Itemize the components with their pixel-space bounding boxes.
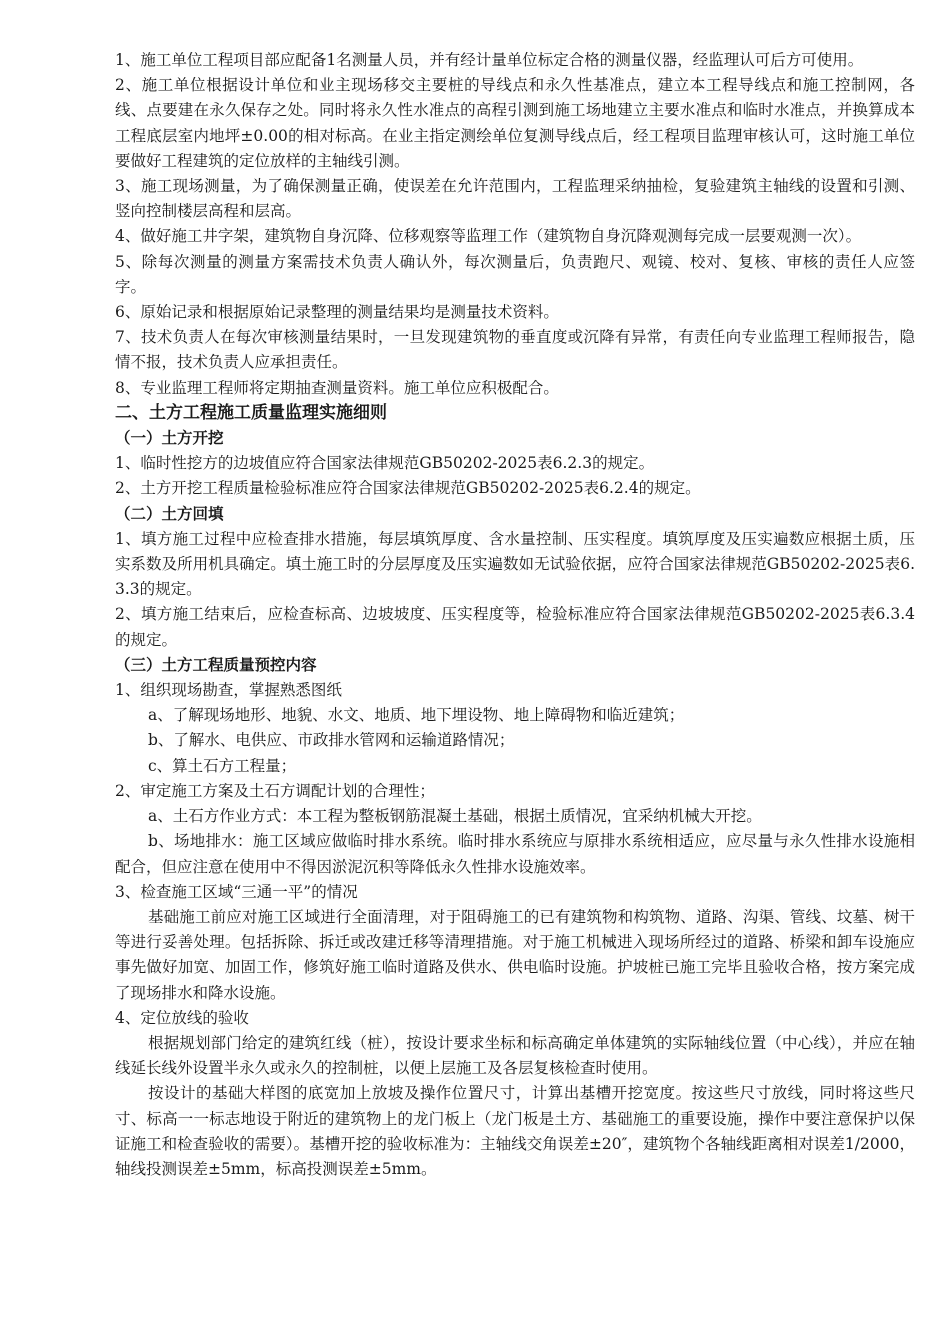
- list-item: 3、施工现场测量，为了确保测量正确，使误差在允许范围内，工程监理采纳抽检，复验建筑主轴线的设置和引测、竖向控制楼层高程和层高。: [115, 177, 915, 221]
- document-page: [115, 48, 915, 1182]
- list-item: 2、填方施工结束后，应检查标高、边坡坡度、压实程度等，检验标准应符合国家法律规范GB50202-2025表6.3.4的规定。: [115, 605, 915, 649]
- sub-list-item: b、了解水、电供应、市政排水管网和运输道路情况；: [148, 731, 515, 750]
- list-item: 2、土方开挖工程质量检验标准应符合国家法律规范GB50202-2025表6.2.4的规定。: [115, 479, 701, 498]
- subsection-heading-excavation: （一）土方开挖: [115, 429, 224, 448]
- subsection-heading-quality-precontrol: （三）土方工程质量预控内容: [115, 655, 317, 674]
- list-item: 1、施工单位工程项目部应配备1名测量人员，并有经计量单位标定合格的测量仪器，经监理认可后方可使用。: [115, 51, 864, 69]
- sub-list-item: a、了解现场地形、地貌、水文、地质、地下埋设物、地上障碍物和临近建筑；: [148, 706, 685, 725]
- list-item: 5、除每次测量的测量方案需技术负责人确认外，每次测量后，负责跑尺、观镜、校对、复核、审核的责任人应签字。: [115, 252, 915, 296]
- list-item: 8、专业监理工程师将定期抽查测量资料。施工单位应积极配合。: [115, 378, 559, 397]
- section-heading: 二、土方工程施工质量监理实施细则: [115, 402, 387, 423]
- list-item: 4、做好施工井字架，建筑物自身沉降、位移观察等监理工作（建筑物自身沉降观测每完成一层要观测一次）。: [115, 227, 862, 246]
- body-paragraph: 基础施工前应对施工区域进行全面清理，对于阻碍施工的已有建筑物和构筑物、道路、沟渠、管线、坟墓、树干等进行妥善处理。包括拆除、拆迁或改建迁移等清理措施。对于施工机械进入现场所经过的道路、桥梁和卸车设施应事先做好加宽、加固工作，修筑好施工临时道路及供水、供电临时设施。护坡桩已施工完毕且验收合格，按方案完成了现场排水和降水设施。: [115, 907, 915, 1002]
- survey-requirements-list: [115, 48, 915, 401]
- list-item: 2、审定施工方案及土石方调配计划的合理性；: [115, 781, 435, 800]
- body-paragraph: 根据规划部门给定的建筑红线（桩），按设计要求坐标和标高确定单体建筑的实际轴线位置（中心线），并应在轴线延长线外设置半永久或永久的控制桩，以便上层施工及各层复核检查时使用。: [115, 1033, 915, 1078]
- body-paragraph: 按设计的基础大样图的底宽加上放坡及操作位置尺寸，计算出基槽开挖宽度。按这些尺寸放线，同时将这些尺寸、标高一一标志地设于附近的建筑物上的龙门板上（龙门板是土方、基础施工的重要设施，操作中要注意保护以保证施工和检查验收的需要）。基槽开挖的验收标准为：主轴线交角误差±20″，建筑物个各轴线距离相对误差1/2000，轴线投测误差±5mm，标高投测误差±5mm。: [115, 1084, 915, 1178]
- subsection-heading-backfill: （二）土方回填: [115, 504, 224, 523]
- list-item: 1、临时性挖方的边坡值应符合国家法律规范GB50202-2025表6.2.3的规定。: [115, 454, 655, 473]
- sub-list-item: b、场地排水：施工区域应做临时排水系统。临时排水系统应与原排水系统相适应，应尽量与永久性排水设施相配合，但应注意在使用中不得因淤泥沉积等降低永久性排水设施效率。: [115, 832, 915, 876]
- list-item: 2、施工单位根据设计单位和业主现场移交主要桩的导线点和永久性基准点，建立本工程导线点和施工控制网，各线、点要建在永久保存之处。同时将永久性水准点的高程引测到施工场地建立主要水准点和临时水准点，并换算成本工程底层室内地坪±0.00的相对标高。在业主指定测绘单位复测导线点后，经工程项目监理审核认可，这时施工单位要做好工程建筑的定位放样的主轴线引测。: [115, 76, 915, 170]
- list-item: 1、填方施工过程中应检查排水措施，每层填筑厚度、含水量控制、压实程度。填筑厚度及压实遍数应根据土质，压实系数及所用机具确定。填土施工时的分层厚度及压实遍数如无试验依据，应符合国家法律规范GB50202-2025表6.3.3的规定。: [115, 529, 915, 599]
- list-item: 3、检查施工区域“三通一平”的情况: [115, 882, 358, 901]
- sub-list-item: a、土石方作业方式：本工程为整板钢筋混凝土基础，根据土质情况，宜采纳机械大开挖。: [148, 807, 762, 826]
- list-item: 1、组织现场勘查，掌握熟悉图纸: [115, 681, 342, 700]
- list-item: 7、技术负责人在每次审核测量结果时，一旦发现建筑物的垂直度或沉降有异常，有责任向专业监理工程师报告，隐情不报，技术负责人应承担责任。: [115, 328, 915, 372]
- list-item: 6、原始记录和根据原始记录整理的测量结果均是测量技术资料。: [115, 303, 559, 322]
- list-item: 4、定位放线的验收: [115, 1008, 249, 1027]
- sub-list-item: c、算土石方工程量；: [148, 756, 297, 775]
